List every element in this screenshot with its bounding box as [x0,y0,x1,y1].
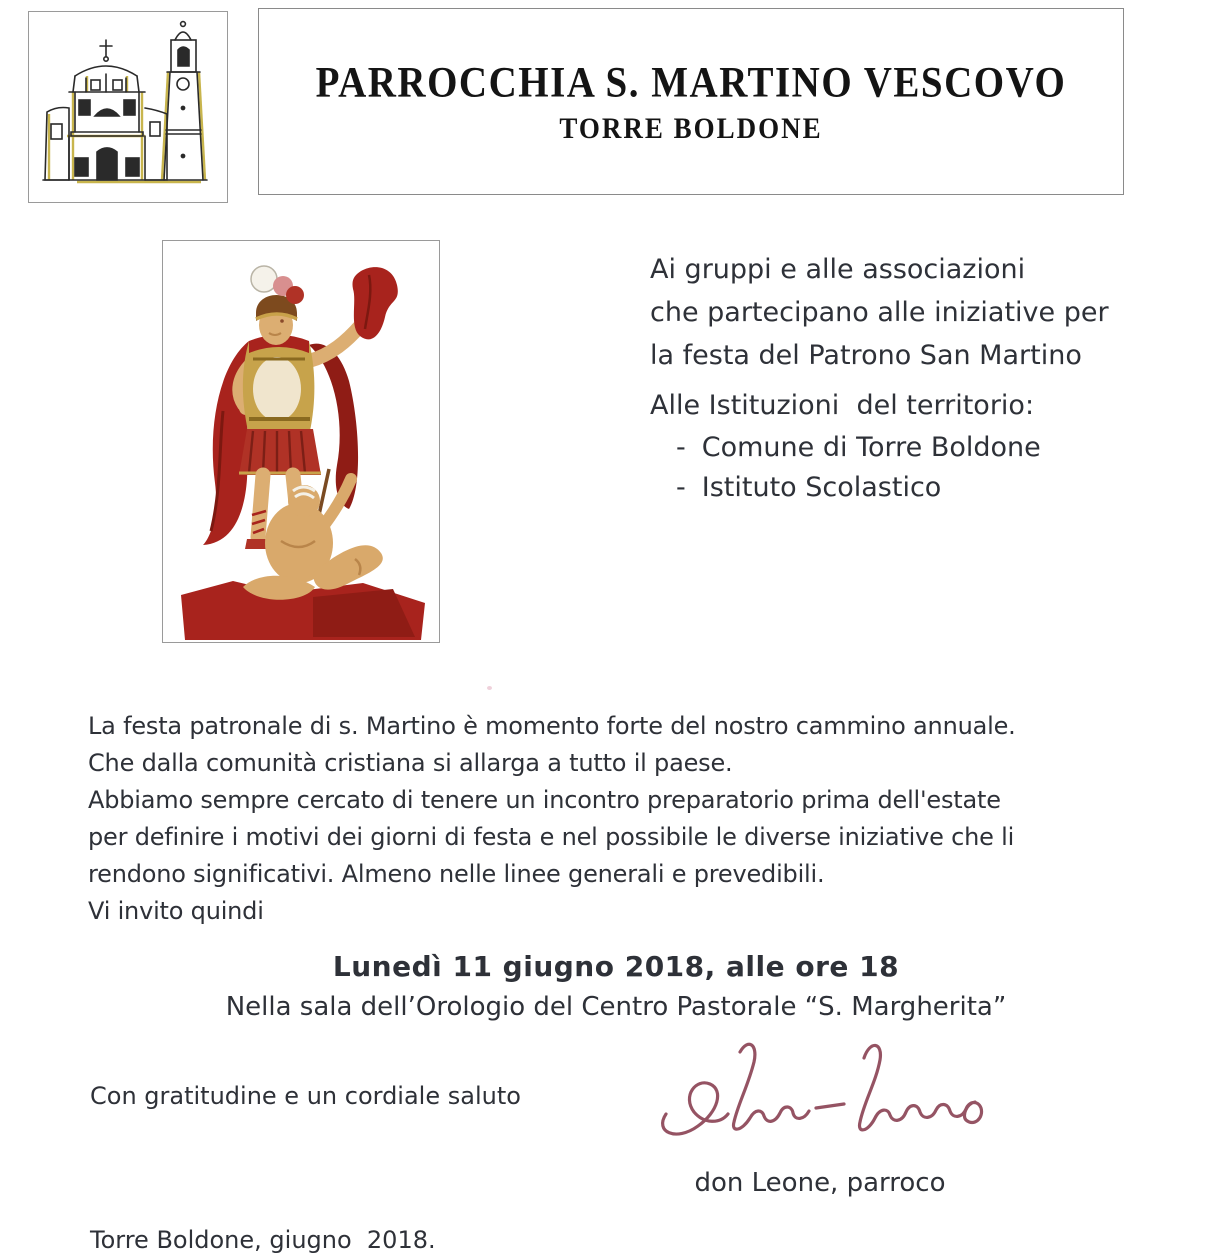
meeting-datetime: Lunedì 11 giugno 2018, alle ore 18 [332,950,900,983]
san-martino-statue-image [163,627,439,646]
parish-logo-box [28,11,228,203]
scan-speck [487,686,492,690]
place-date-line: Torre Boldone, giugno 2018. [90,1226,436,1254]
institution-item [676,432,1041,463]
parish-subtitle: TORRE BOLDONE [559,110,823,144]
recipients-block [650,248,1109,377]
parish-title: PARROCCHIA S. MARTINO VESCOVO [315,57,1067,107]
body-line: per definire i motivi dei giorni di festa e nel possibile le diverse iniziative che li [88,823,1015,851]
letterhead-box [258,8,1124,195]
body-line: Che dalla comunità cristiana si allarga a tutto il paese. [88,749,733,777]
body-line: rendono significativi. Almeno nelle linee generali e prevedibili. [88,860,825,888]
signature-handwriting [652,1034,1000,1154]
letter-body [88,708,1016,930]
body-line: Vi invito quindi [88,897,264,925]
signer-name: don Leone, parroco [694,1168,946,1198]
institution-label: Comune di Torre Boldone [701,432,1041,463]
institution-label: Istituto Scolastico [701,472,942,503]
dash-bullet: - [676,472,686,503]
dash-bullet: - [676,432,686,463]
institution-item [676,472,941,503]
recipients-line: Ai gruppi e alle associazioni [650,254,1026,285]
recipients-line: la festa del Patrono San Martino [650,340,1082,371]
body-line: La festa patronale di s. Martino è momento forte del nostro cammino annuale. [88,712,1016,740]
meeting-location: Nella sala dell’Orologio del Centro Pastorale “S. Margherita” [225,992,1007,1022]
recipients-line: che partecipano alle iniziative per [650,297,1109,328]
church-icon [29,187,227,206]
statue-photo-box [162,240,440,643]
closing-salutation: Con gratitudine e un cordiale saluto [90,1082,521,1110]
body-line: Abbiamo sempre cercato di tenere un incontro preparatorio prima dell'estate [88,786,1001,814]
institutions-heading: Alle Istituzioni del territorio: [650,390,1035,421]
